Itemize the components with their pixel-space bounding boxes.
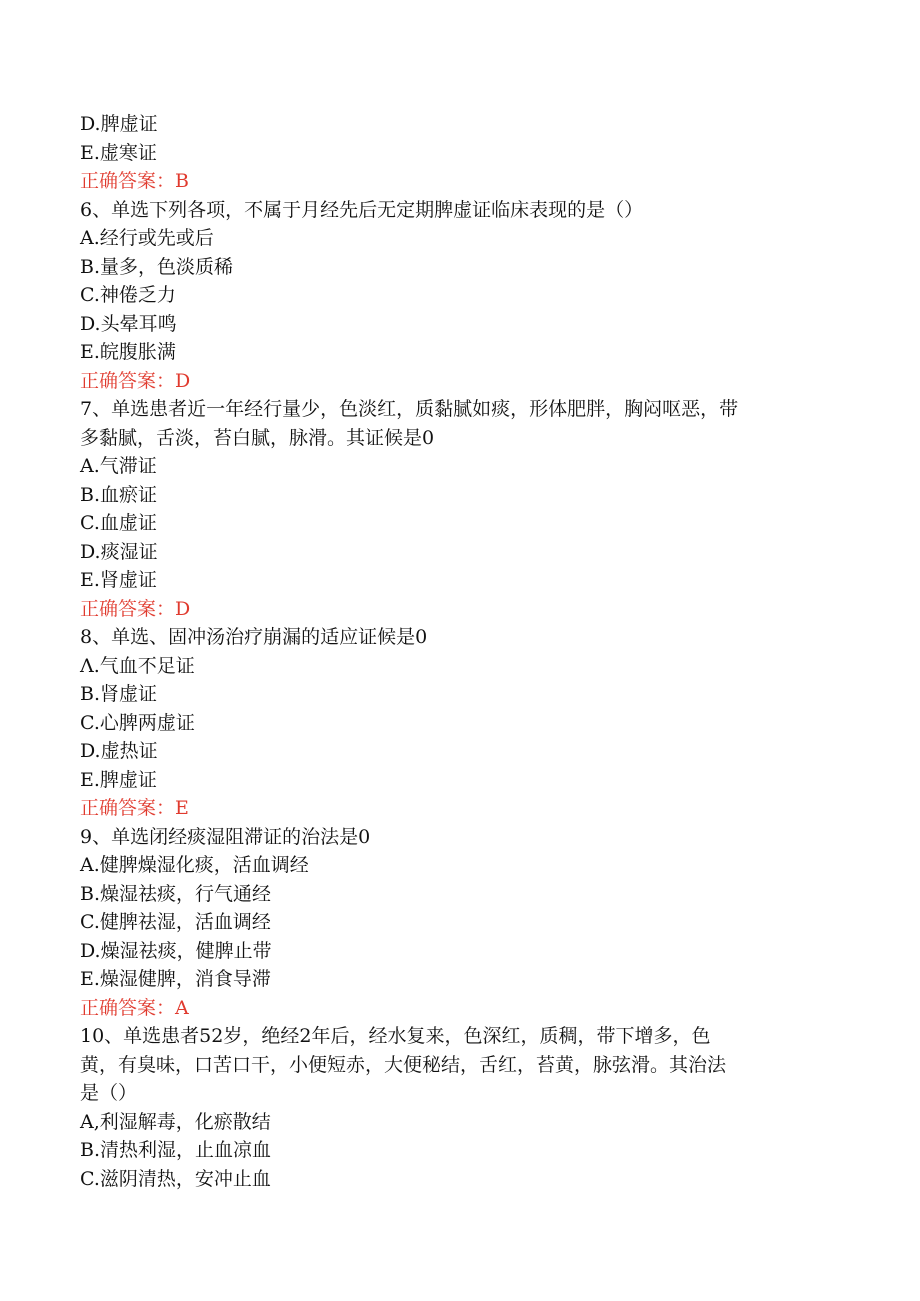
option-line: E.皖腹胀满 [80, 341, 176, 363]
option-line: Λ.气血不足证 [80, 654, 195, 677]
answer-line: 正确答案：D [80, 369, 191, 392]
document-page [80, 110, 840, 1193]
question-text: 9、单选闭经痰湿阻滞证的治法是0 [80, 825, 371, 848]
option-line: C.滋阴清热，安冲止血 [80, 1167, 271, 1190]
question-text: 是（） [80, 1082, 138, 1104]
option-line: E.虚寒证 [80, 141, 157, 164]
option-line: D.头晕耳鸣 [80, 312, 177, 335]
option-line: B.血瘀证 [80, 483, 158, 506]
option-line: B.清热利湿，止血凉血 [80, 1139, 272, 1161]
answer-line: 正确答案：E [80, 797, 189, 819]
question-text: 多黏腻，舌淡，苔白腻，脉滑。其证候是0 [80, 426, 435, 449]
option-line: B.燥湿祛痰，行气通经 [80, 882, 272, 905]
answer-line: 正确答案：B [80, 170, 189, 192]
option-line: A.健脾燥湿化痰，活血调经 [80, 854, 309, 876]
option-line: C.血虚证 [80, 512, 157, 534]
option-line: B.肾虚证 [80, 683, 158, 705]
option-line: E.脾虚证 [80, 768, 157, 791]
option-line: E.肾虚证 [80, 569, 157, 591]
option-line: A.经行或先或后 [80, 227, 214, 249]
option-line: C.心脾两虚证 [80, 711, 195, 734]
option-line: C.神倦乏力 [80, 284, 176, 306]
question-text: 10、单选患者52岁，绝经2年后，经水复来，色深红，质稠，带下增多，色 [80, 1025, 711, 1047]
question-text: 黄，有臭味，口苦口干，小便短赤，大便秘结，舌红，苔黄，脉弦滑。其治法 [80, 1053, 727, 1076]
answer-line: 正确答案：D [80, 597, 191, 620]
option-line: D.脾虚证 [80, 113, 158, 135]
option-line: E.燥湿健脾，消食导滞 [80, 968, 271, 990]
option-line: A.气滞证 [80, 455, 157, 477]
option-line: D.痰湿证 [80, 540, 158, 563]
option-line: A,利湿解毒，化瘀散结 [80, 1110, 271, 1133]
option-line: C.健脾祛湿，活血调经 [80, 911, 271, 933]
option-line: B.量多，色淡质稀 [80, 255, 234, 278]
question-text: 6、单选下列各项，不属于月经先后无定期脾虚证临床表现的是（） [80, 198, 644, 221]
answer-line: 正确答案：A [80, 996, 189, 1019]
question-text: 8、单选、固冲汤治疗崩漏的适应证候是0 [80, 626, 428, 648]
question-text: 7、单选患者近一年经行量少，色淡红，质黏腻如痰，形体肥胖，胸闷呕恶，带 [80, 398, 739, 420]
option-line: D.虚热证 [80, 740, 158, 762]
option-line: D.燥湿祛痰，健脾止带 [80, 939, 272, 962]
